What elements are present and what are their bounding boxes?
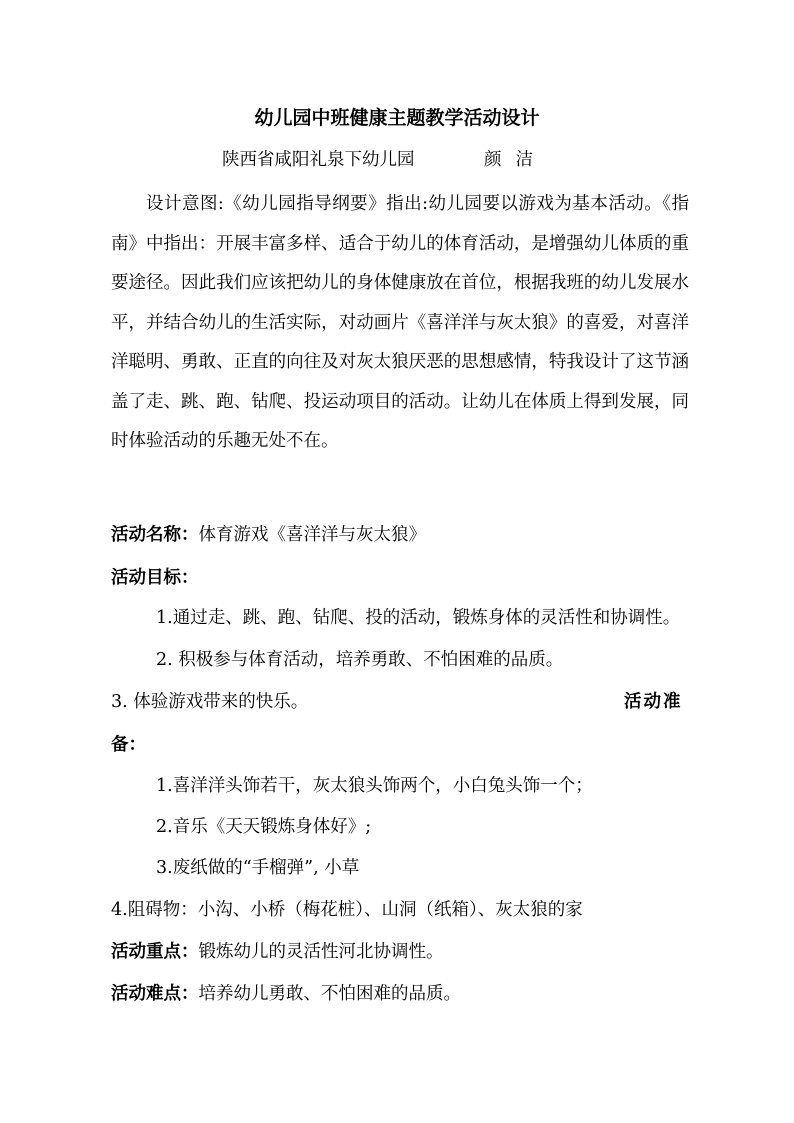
activity-name-value: 体育游戏《喜洋洋与灰太狼》 [198, 525, 426, 545]
author-school: 陕西省咸阳礼泉下幼儿园 [222, 150, 415, 170]
difficulty-label: 活动难点： [111, 984, 199, 1004]
prep-item-1: 1.喜洋洋头饰若干，灰太狼头饰两个，小白兔头饰一个； [156, 776, 593, 796]
prep-heading-part2: 备： [111, 735, 146, 755]
document-title: 幼儿园中班健康主题教学活动设计 [254, 107, 540, 129]
goals-heading: 活动目标： [111, 568, 199, 588]
focus-value: 锻炼幼儿的灵活性河北协调性。 [198, 942, 444, 962]
prep-item-3: 3.废纸做的“手榴弹”, 小草 [156, 858, 360, 878]
goal-item-1: 1.通过走、跳、跑、钻爬、投的活动，锻炼身体的灵活性和协调性。 [156, 608, 681, 628]
activity-name-line [111, 523, 426, 547]
author-line [222, 148, 547, 172]
focus-line [111, 940, 444, 964]
activity-name-label: 活动名称： [111, 525, 199, 545]
goal-item-3: 3. 体验游戏带来的快乐。 [111, 692, 309, 712]
difficulty-value: 培养幼儿勇敢、不怕困难的品质。 [198, 984, 461, 1004]
prep-item-4: 4.阻碍物：小沟、小桥（梅花桩）、山洞（纸箱）、灰太狼的家 [111, 900, 583, 920]
difficulty-line [111, 982, 461, 1006]
goal-item-2: 2. 积极参与体育活动，培养勇敢、不怕困难的品质。 [156, 650, 564, 670]
focus-label: 活动重点： [111, 942, 199, 962]
prep-item-2: 2.音乐《天天锻炼身体好》; [156, 817, 372, 837]
design-intent-paragraph: 设计意图:《幼儿园指导纲要》指出:幼儿园要以游戏为基本活动。《指南》中指出：开展丰富多样、适合于幼儿的体育活动，是增强幼儿体质的重要途径。因此我们应该把幼儿的身体健康放在首位，根据我班的幼儿发展水平，并结合幼儿的生活实际，对动画片《喜洋洋与灰太狼》的喜爱，对喜洋洋聪明、勇敢、正直的向往及对灰太狼厌恶的思想感情，特我设计了这节涵盖了走、跳、跑、钻爬、投运动项目的活动。让幼儿在体质上得到发展，同时体验活动的乐趣无处不在。 [111, 194, 689, 451]
prep-heading-part1: 活动准 [624, 692, 683, 712]
author-name: 颜洁 [484, 150, 547, 170]
